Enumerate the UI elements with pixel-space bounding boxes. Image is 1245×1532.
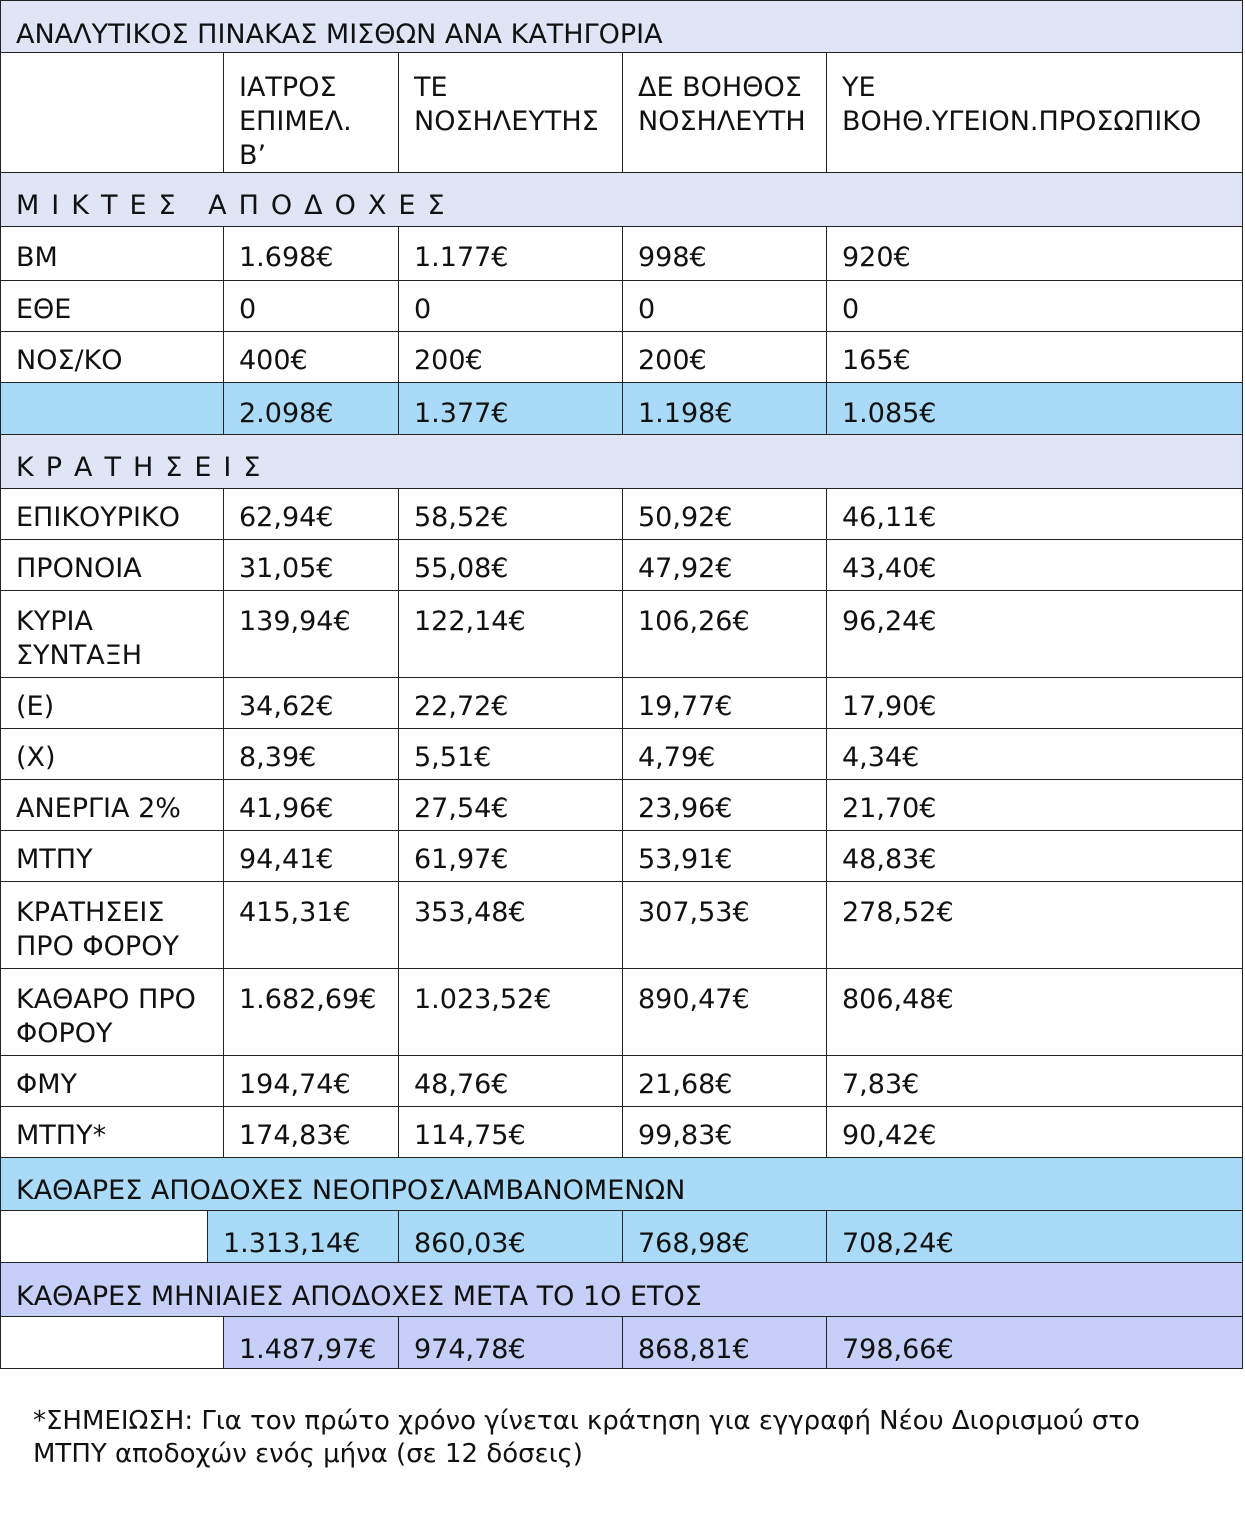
table-cell: 0 bbox=[398, 281, 622, 331]
column-header-doctor: ΙΑΤΡΟΣ ΕΠΙΜΕΛ. Β’ bbox=[223, 53, 398, 172]
net-year-row bbox=[0, 1317, 1243, 1369]
table-cell: 400€ bbox=[223, 332, 398, 382]
table-cell: 307,53€ bbox=[622, 882, 826, 968]
column-header-health-staff-ye: ΥΕ ΒΟΗΘ.ΥΓΕΙΟΝ.ΠΡΟΣΩΠΙΚΟ bbox=[826, 53, 1243, 172]
table-row bbox=[0, 332, 1243, 383]
table-row bbox=[0, 882, 1243, 969]
table-cell: 46,11€ bbox=[826, 489, 1243, 539]
header-corner bbox=[0, 53, 223, 172]
table-cell: 53,91€ bbox=[622, 831, 826, 881]
total-cell: 1.198€ bbox=[622, 383, 826, 434]
table-cell: 139,94€ bbox=[223, 591, 398, 677]
row-label: ΜΤΠΥ* bbox=[0, 1107, 223, 1157]
net-year-cell: 1.487,97€ bbox=[223, 1317, 398, 1368]
column-header-nurse-assistant-de: ΔΕ ΒΟΗΘΟΣ ΝΟΣΗΛΕΥΤΗ bbox=[622, 53, 826, 172]
row-label: (Ε) bbox=[0, 678, 223, 728]
row-label: ΜΤΠΥ bbox=[0, 831, 223, 881]
table-cell: 55,08€ bbox=[398, 540, 622, 590]
table-cell: 998€ bbox=[622, 227, 826, 280]
table-cell: 0 bbox=[223, 281, 398, 331]
table-cell: 96,24€ bbox=[826, 591, 1243, 677]
column-header-nurse-te: ΤΕ ΝΟΣΗΛΕΥΤΗΣ bbox=[398, 53, 622, 172]
table-cell: 890,47€ bbox=[622, 969, 826, 1055]
row-label: ΚΥΡΙΑ ΣΥΝΤΑΞΗ bbox=[0, 591, 223, 677]
table-cell: 48,76€ bbox=[398, 1056, 622, 1106]
table-row bbox=[0, 1056, 1243, 1107]
table-row bbox=[0, 227, 1243, 281]
table-row bbox=[0, 729, 1243, 780]
table-row bbox=[0, 281, 1243, 332]
row-label: (Χ) bbox=[0, 729, 223, 779]
net-cell: 860,03€ bbox=[398, 1211, 622, 1262]
table-row bbox=[0, 1107, 1243, 1158]
total-cell: 2.098€ bbox=[223, 383, 398, 434]
row-label: ΕΘΕ bbox=[0, 281, 223, 331]
table-cell: 106,26€ bbox=[622, 591, 826, 677]
table-cell: 19,77€ bbox=[622, 678, 826, 728]
table-row bbox=[0, 678, 1243, 729]
row-label: ΕΠΙΚΟΥΡΙΚΟ bbox=[0, 489, 223, 539]
table-row bbox=[0, 489, 1243, 540]
table-cell: 62,94€ bbox=[223, 489, 398, 539]
row-label: ΦΜΥ bbox=[0, 1056, 223, 1106]
table-cell: 50,92€ bbox=[622, 489, 826, 539]
table-cell: 194,74€ bbox=[223, 1056, 398, 1106]
table-title-row bbox=[0, 0, 1243, 53]
table-row bbox=[0, 540, 1243, 591]
table-cell: 5,51€ bbox=[398, 729, 622, 779]
table-cell: 415,31€ bbox=[223, 882, 398, 968]
blank-cell bbox=[0, 1317, 223, 1368]
net-new-title: ΚΑΘΑΡΕΣ ΑΠΟΔΟΧΕΣ ΝΕΟΠΡΟΣΛΑΜΒΑΝΟΜΕΝΩΝ bbox=[0, 1158, 1243, 1210]
table-cell: 17,90€ bbox=[826, 678, 1243, 728]
table-cell: 22,72€ bbox=[398, 678, 622, 728]
table-title: ΑΝΑΛΥΤΙΚΟΣ ΠΙΝΑΚΑΣ ΜΙΣΘΩΝ ΑΝΑ ΚΑΤΗΓΟΡΙΑ bbox=[0, 1, 1243, 52]
table-cell: 1.023,52€ bbox=[398, 969, 622, 1055]
section-gross-title: ΜΙΚΤΕΣ ΑΠΟΔΟΧΕΣ bbox=[0, 173, 1243, 226]
table-cell: 353,48€ bbox=[398, 882, 622, 968]
table-cell: 61,97€ bbox=[398, 831, 622, 881]
row-label: ΚΡΑΤΗΣΕΙΣ ΠΡΟ ΦΟΡΟΥ bbox=[0, 882, 223, 968]
table-cell: 200€ bbox=[398, 332, 622, 382]
table-row bbox=[0, 831, 1243, 882]
net-year-cell: 974,78€ bbox=[398, 1317, 622, 1368]
table-cell: 23,96€ bbox=[622, 780, 826, 830]
row-label: ΝΟΣ/ΚΟ bbox=[0, 332, 223, 382]
row-label bbox=[0, 383, 223, 434]
footnote: *ΣΗΜΕΙΩΣΗ: Για τον πρώτο χρόνο γίνεται κράτηση για εγγραφή Νέου Διορισμού στο ΜΤΠΥ αποδοχών ενός μήνα (σε 12 δόσεις) bbox=[33, 1406, 1140, 1469]
table-cell: 31,05€ bbox=[223, 540, 398, 590]
table-cell: 58,52€ bbox=[398, 489, 622, 539]
table-row bbox=[0, 780, 1243, 831]
table-row bbox=[0, 969, 1243, 1056]
total-cell: 1.085€ bbox=[826, 383, 1243, 434]
table-cell: 4,34€ bbox=[826, 729, 1243, 779]
net-cell: 768,98€ bbox=[622, 1211, 826, 1262]
gross-total-row bbox=[0, 383, 1243, 435]
table-cell: 4,79€ bbox=[622, 729, 826, 779]
section-gross-row bbox=[0, 173, 1243, 227]
table-cell: 48,83€ bbox=[826, 831, 1243, 881]
net-year-title-row bbox=[0, 1263, 1243, 1317]
table-cell: 200€ bbox=[622, 332, 826, 382]
table-cell: 47,92€ bbox=[622, 540, 826, 590]
table-cell: 90,42€ bbox=[826, 1107, 1243, 1157]
table-cell: 94,41€ bbox=[223, 831, 398, 881]
net-new-row bbox=[0, 1211, 1243, 1263]
row-label: ΒΜ bbox=[0, 227, 223, 280]
net-year-cell: 798,66€ bbox=[826, 1317, 1243, 1368]
table-cell: 21,70€ bbox=[826, 780, 1243, 830]
table-cell: 21,68€ bbox=[622, 1056, 826, 1106]
table-cell: 122,14€ bbox=[398, 591, 622, 677]
row-label: ΠΡΟΝΟΙΑ bbox=[0, 540, 223, 590]
table-cell: 174,83€ bbox=[223, 1107, 398, 1157]
table-cell: 806,48€ bbox=[826, 969, 1243, 1055]
table-cell: 41,96€ bbox=[223, 780, 398, 830]
table-cell: 34,62€ bbox=[223, 678, 398, 728]
table-cell: 0 bbox=[826, 281, 1243, 331]
section-deductions-row bbox=[0, 435, 1243, 489]
total-cell: 1.377€ bbox=[398, 383, 622, 434]
net-year-title: ΚΑΘΑΡΕΣ ΜΗΝΙΑΙΕΣ ΑΠΟΔΟΧΕΣ ΜΕΤΑ ΤΟ 1Ο ΕΤΟΣ bbox=[0, 1263, 1243, 1316]
table-cell: 165€ bbox=[826, 332, 1243, 382]
table-cell: 27,54€ bbox=[398, 780, 622, 830]
net-cell: 708,24€ bbox=[826, 1211, 1243, 1262]
net-new-title-row bbox=[0, 1158, 1243, 1211]
table-cell: 43,40€ bbox=[826, 540, 1243, 590]
row-label: ΑΝΕΡΓΙΑ 2% bbox=[0, 780, 223, 830]
section-deductions-title: ΚΡΑΤΗΣΕΙΣ bbox=[0, 435, 1243, 488]
table-cell: 114,75€ bbox=[398, 1107, 622, 1157]
row-label: ΚΑΘΑΡΟ ΠΡΟ ΦΟΡΟΥ bbox=[0, 969, 223, 1055]
table-cell: 0 bbox=[622, 281, 826, 331]
table-cell: 920€ bbox=[826, 227, 1243, 280]
net-cell: 1.313,14€ bbox=[207, 1211, 398, 1262]
table-cell: 8,39€ bbox=[223, 729, 398, 779]
table-row bbox=[0, 591, 1243, 678]
table-cell: 278,52€ bbox=[826, 882, 1243, 968]
table-cell: 7,83€ bbox=[826, 1056, 1243, 1106]
net-year-cell: 868,81€ bbox=[622, 1317, 826, 1368]
column-header-row bbox=[0, 53, 1243, 173]
table-cell: 1.177€ bbox=[398, 227, 622, 280]
table-cell: 99,83€ bbox=[622, 1107, 826, 1157]
table-cell: 1.698€ bbox=[223, 227, 398, 280]
blank-cell bbox=[0, 1211, 207, 1262]
table-cell: 1.682,69€ bbox=[223, 969, 398, 1055]
